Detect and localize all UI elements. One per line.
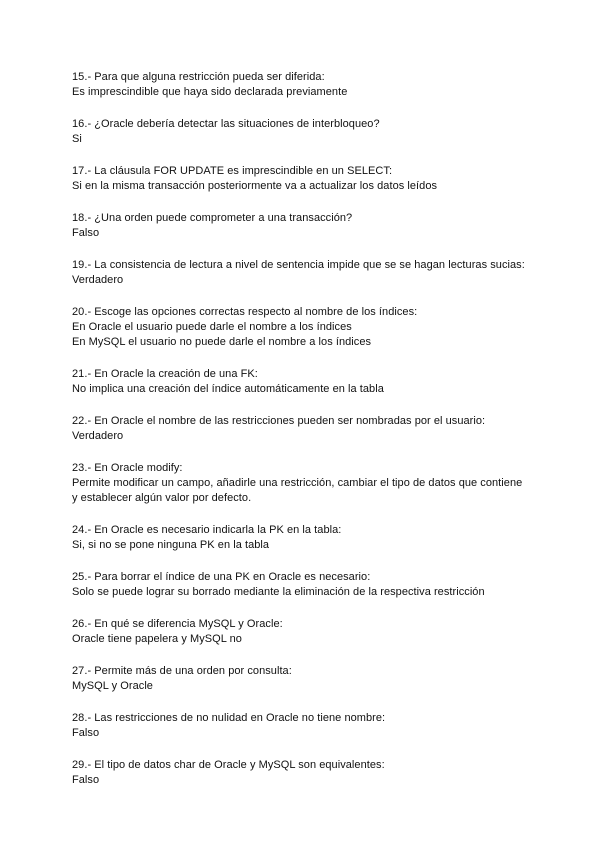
- answer-text: En Oracle el usuario puede darle el nombre a los índices: [72, 321, 352, 333]
- answer-text: Permite modificar un campo, añadirle una restricción, cambiar el tipo de datos que contiene: [72, 477, 523, 489]
- answer-text: Verdadero: [72, 430, 124, 442]
- question-text: 21.- En Oracle la creación de una FK:: [72, 368, 258, 380]
- question-text: 27.- Permite más de una orden por consulta:: [72, 665, 292, 677]
- answer-text: No implica una creación del índice automáticamente en la tabla: [72, 383, 384, 395]
- question-text: 24.- En Oracle es necesario indicarla la PK en la tabla:: [72, 524, 342, 536]
- answer-text: Verdadero: [72, 274, 124, 286]
- qa-item-22: [72, 414, 532, 444]
- qa-item-17: [72, 164, 532, 194]
- question-text: 29.- El tipo de datos char de Oracle y MySQL son equivalentes:: [72, 759, 385, 771]
- document-page: [72, 70, 532, 805]
- answer-text: En MySQL el usuario no puede darle el nombre a los índices: [72, 336, 372, 348]
- qa-item-15: [72, 70, 532, 100]
- answer-text: Oracle tiene papelera y MySQL no: [72, 633, 242, 645]
- qa-item-29: [72, 758, 532, 788]
- answer-text: Si, si no se pone ninguna PK en la tabla: [72, 539, 270, 551]
- answer-text: Solo se puede lograr su borrado mediante la eliminación de la respectiva restricción: [72, 586, 485, 598]
- question-text: 23.- En Oracle modify:: [72, 462, 183, 474]
- question-text: 18.- ¿Una orden puede comprometer a una transacción?: [72, 212, 353, 224]
- question-text: 16.- ¿Oracle debería detectar las situaciones de interbloqueo?: [72, 118, 380, 130]
- question-text: 28.- Las restricciones de no nulidad en Oracle no tiene nombre:: [72, 712, 386, 724]
- qa-item-24: [72, 523, 532, 553]
- qa-item-25: [72, 570, 532, 600]
- qa-item-19: [72, 258, 532, 288]
- qa-item-27: [72, 664, 532, 694]
- qa-item-23: [72, 461, 532, 506]
- qa-item-28: [72, 711, 532, 741]
- answer-text: Falso: [72, 774, 100, 786]
- answer-text: Si: [72, 133, 82, 145]
- answer-text: MySQL y Oracle: [72, 680, 153, 692]
- qa-item-21: [72, 367, 532, 397]
- question-text: 26.- En qué se diferencia MySQL y Oracle:: [72, 618, 283, 630]
- qa-item-26: [72, 617, 532, 647]
- question-text: 25.- Para borrar el índice de una PK en Oracle es necesario:: [72, 571, 371, 583]
- answer-text: Falso: [72, 227, 100, 239]
- qa-item-20: [72, 305, 532, 350]
- answer-text: Si en la misma transacción posteriormente va a actualizar los datos leídos: [72, 180, 438, 192]
- question-text: 19.- La consistencia de lectura a nivel de sentencia impide que se se hagan lecturas sucias:: [72, 259, 525, 271]
- question-text: 15.- Para que alguna restricción pueda ser diferida:: [72, 71, 325, 83]
- answer-text: Es imprescindible que haya sido declarada previamente: [72, 86, 348, 98]
- answer-text: Falso: [72, 727, 100, 739]
- question-text: 20.- Escoge las opciones correctas respecto al nombre de los índices:: [72, 306, 418, 318]
- qa-item-16: [72, 117, 532, 147]
- answer-text: y establecer algún valor por defecto.: [72, 492, 252, 504]
- question-text: 22.- En Oracle el nombre de las restricciones pueden ser nombradas por el usuario:: [72, 415, 486, 427]
- question-text: 17.- La cláusula FOR UPDATE es imprescindible en un SELECT:: [72, 165, 393, 177]
- qa-item-18: [72, 211, 532, 241]
